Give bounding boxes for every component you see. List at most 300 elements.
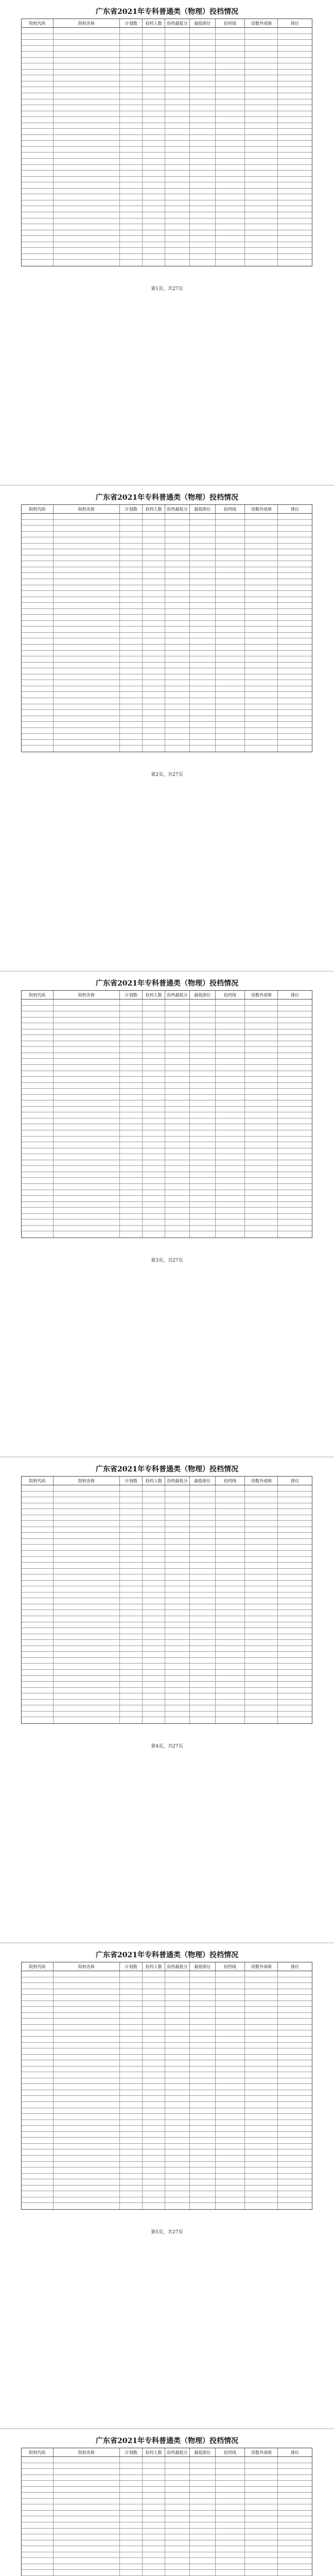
table-cell bbox=[165, 2019, 190, 2024]
table-cell bbox=[54, 171, 120, 176]
table-cell bbox=[216, 182, 245, 188]
table-cell bbox=[190, 1041, 216, 1047]
table-cell bbox=[278, 1172, 312, 1178]
page-title: 广东省2021年专科普通类（物理）投档情况 bbox=[96, 1465, 238, 1473]
column-header: 语数外成绩 bbox=[245, 19, 278, 27]
table-cell bbox=[245, 1053, 278, 1059]
table-cell bbox=[190, 745, 216, 752]
table-cell bbox=[143, 1006, 165, 1011]
table-cell bbox=[120, 1622, 143, 1628]
table-cell bbox=[22, 710, 54, 716]
table-cell bbox=[190, 1118, 216, 1124]
table-cell bbox=[143, 1118, 165, 1124]
table-cell bbox=[120, 1676, 143, 1682]
table-cell bbox=[165, 2030, 190, 2036]
table-cell bbox=[143, 2162, 165, 2167]
table-row bbox=[22, 1664, 312, 1670]
table-row bbox=[22, 260, 312, 266]
table-cell bbox=[120, 2013, 143, 2019]
table-cell bbox=[120, 1521, 143, 1527]
table-cell bbox=[216, 2066, 245, 2072]
table-cell bbox=[245, 2546, 278, 2552]
table-row bbox=[22, 1006, 312, 1012]
table-cell bbox=[278, 1693, 312, 1699]
table-cell bbox=[143, 46, 165, 52]
table-cell bbox=[278, 1995, 312, 2001]
table-cell bbox=[216, 1604, 245, 1610]
table-cell bbox=[216, 1035, 245, 1041]
table-cell bbox=[54, 686, 120, 692]
table-cell bbox=[143, 704, 165, 710]
column-header: 院校名称 bbox=[54, 505, 120, 513]
table-cell bbox=[120, 1581, 143, 1586]
table-cell bbox=[22, 1160, 54, 1166]
table-cell bbox=[278, 1503, 312, 1509]
table-cell bbox=[22, 1983, 54, 1989]
table-cell bbox=[54, 111, 120, 117]
table-cell bbox=[54, 1196, 120, 1201]
table-cell bbox=[216, 1616, 245, 1622]
table-cell bbox=[54, 1053, 120, 1059]
table-row bbox=[22, 1676, 312, 1682]
document-page bbox=[0, 1943, 334, 2429]
table-cell bbox=[165, 1646, 190, 1652]
table-cell bbox=[190, 1219, 216, 1225]
table-cell bbox=[54, 2090, 120, 2096]
table-cell bbox=[278, 1592, 312, 1598]
table-cell bbox=[143, 236, 165, 242]
table-row bbox=[22, 603, 312, 609]
table-cell bbox=[278, 2546, 312, 2552]
table-cell bbox=[190, 1581, 216, 1586]
table-row bbox=[22, 1214, 312, 1220]
table-cell bbox=[245, 1670, 278, 1675]
table-cell bbox=[190, 159, 216, 164]
table-cell bbox=[190, 698, 216, 704]
column-header: 排位 bbox=[291, 992, 300, 997]
table-cell bbox=[120, 1011, 143, 1017]
table-cell bbox=[120, 1592, 143, 1598]
table-cell bbox=[165, 567, 190, 573]
table-cell bbox=[245, 668, 278, 674]
table-cell bbox=[216, 2463, 245, 2469]
table-cell bbox=[120, 1977, 143, 1983]
table-cell bbox=[54, 1700, 120, 1705]
table-cell bbox=[143, 526, 165, 531]
table-cell bbox=[190, 2055, 216, 2060]
table-cell bbox=[143, 1226, 165, 1231]
table-cell bbox=[245, 40, 278, 45]
table-cell bbox=[216, 2019, 245, 2024]
table-cell bbox=[120, 2149, 143, 2155]
table-cell bbox=[245, 1646, 278, 1652]
table-cell bbox=[22, 28, 54, 33]
column-header: 语数外成绩 bbox=[245, 991, 278, 999]
table-cell bbox=[120, 1118, 143, 1124]
table-cell bbox=[22, 1226, 54, 1231]
table-cell bbox=[165, 1077, 190, 1082]
table-cell bbox=[165, 1137, 190, 1142]
table-cell bbox=[245, 2499, 278, 2504]
table-cell bbox=[245, 1065, 278, 1071]
table-cell bbox=[22, 2499, 54, 2504]
table-cell bbox=[278, 1485, 312, 1491]
table-cell bbox=[245, 1711, 278, 1717]
table-cell bbox=[22, 1581, 54, 1586]
table-cell bbox=[22, 1184, 54, 1190]
table-cell bbox=[278, 1551, 312, 1556]
table-cell bbox=[22, 626, 54, 632]
table-cell bbox=[278, 674, 312, 680]
column-header: 投档最低分 bbox=[165, 1962, 190, 1971]
table-cell bbox=[143, 2167, 165, 2173]
table-cell bbox=[54, 591, 120, 597]
table-cell bbox=[190, 2174, 216, 2179]
table-cell bbox=[190, 1137, 216, 1142]
table-cell bbox=[190, 2066, 216, 2072]
table-cell bbox=[245, 177, 278, 182]
table-cell bbox=[54, 1219, 120, 1225]
table-cell bbox=[120, 2007, 143, 2012]
table-cell bbox=[190, 609, 216, 615]
table-cell bbox=[54, 2144, 120, 2149]
table-cell bbox=[190, 1196, 216, 1201]
table-cell bbox=[216, 514, 245, 519]
table-cell bbox=[278, 1581, 312, 1586]
table-cell bbox=[278, 1670, 312, 1675]
table-cell bbox=[120, 656, 143, 662]
table-cell bbox=[22, 734, 54, 739]
table-cell bbox=[245, 2162, 278, 2167]
table-cell bbox=[216, 633, 245, 638]
table-row bbox=[22, 1178, 312, 1184]
table-cell bbox=[245, 1983, 278, 1989]
table-cell bbox=[22, 1006, 54, 1011]
column-header: 投档最低分 bbox=[165, 19, 190, 27]
table-cell bbox=[22, 2540, 54, 2546]
table-cell bbox=[216, 704, 245, 710]
table-cell bbox=[278, 81, 312, 87]
table-cell bbox=[190, 2060, 216, 2066]
table-cell bbox=[190, 1148, 216, 1154]
table-row bbox=[22, 1971, 312, 1977]
table-cell bbox=[216, 2185, 245, 2191]
table-cell bbox=[216, 2025, 245, 2030]
table-cell bbox=[143, 111, 165, 117]
table-cell bbox=[216, 2564, 245, 2570]
table-cell bbox=[54, 2504, 120, 2510]
table-cell bbox=[54, 537, 120, 543]
table-cell bbox=[216, 1178, 245, 1183]
table-cell bbox=[143, 692, 165, 698]
table-cell bbox=[216, 585, 245, 591]
table-cell bbox=[190, 46, 216, 52]
table-cell bbox=[216, 189, 245, 194]
table-cell bbox=[245, 698, 278, 704]
table-cell bbox=[120, 171, 143, 176]
table-cell bbox=[165, 585, 190, 591]
table-cell bbox=[165, 1492, 190, 1497]
table-cell bbox=[165, 2037, 190, 2042]
table-cell bbox=[190, 1533, 216, 1538]
table-row bbox=[22, 2102, 312, 2108]
table-cell bbox=[245, 526, 278, 531]
table-cell bbox=[278, 40, 312, 45]
table-cell bbox=[22, 260, 54, 266]
table-cell bbox=[190, 1539, 216, 1545]
table-cell bbox=[143, 532, 165, 537]
table-cell bbox=[245, 1717, 278, 1723]
table-cell bbox=[245, 1551, 278, 1556]
table-cell bbox=[245, 46, 278, 52]
table-cell bbox=[22, 674, 54, 680]
table-cell bbox=[165, 1521, 190, 1527]
table-cell bbox=[22, 254, 54, 260]
table-cell bbox=[22, 2132, 54, 2138]
table-cell bbox=[165, 2529, 190, 2534]
table-cell bbox=[120, 75, 143, 81]
table-cell bbox=[190, 70, 216, 75]
table-cell bbox=[278, 2078, 312, 2084]
table-cell bbox=[216, 1492, 245, 1497]
table-cell bbox=[120, 1095, 143, 1100]
table-cell bbox=[278, 152, 312, 158]
table-cell bbox=[165, 1208, 190, 1213]
table-cell bbox=[22, 2055, 54, 2060]
table-cell bbox=[22, 1693, 54, 1699]
page-title: 广东省2021年专科普通类（物理）投档情况 bbox=[96, 8, 238, 16]
table-cell bbox=[278, 1190, 312, 1196]
table-cell bbox=[143, 1628, 165, 1634]
table-cell bbox=[165, 1545, 190, 1550]
table-cell bbox=[278, 597, 312, 603]
table-cell bbox=[278, 147, 312, 152]
table-cell bbox=[54, 1178, 120, 1183]
table-cell bbox=[278, 123, 312, 129]
table-row bbox=[22, 1190, 312, 1196]
table-row bbox=[22, 2475, 312, 2481]
table-cell bbox=[22, 2102, 54, 2108]
table-cell bbox=[120, 2475, 143, 2481]
table-cell bbox=[120, 34, 143, 40]
table-cell bbox=[143, 603, 165, 608]
table-row bbox=[22, 1634, 312, 1640]
table-cell bbox=[216, 1118, 245, 1124]
table-cell bbox=[216, 740, 245, 745]
table-cell bbox=[22, 740, 54, 745]
table-cell bbox=[120, 2529, 143, 2534]
table-cell bbox=[22, 638, 54, 644]
table-cell bbox=[143, 999, 165, 1005]
table-cell bbox=[165, 645, 190, 650]
table-row bbox=[22, 1640, 312, 1646]
table-cell bbox=[190, 1053, 216, 1059]
table-cell bbox=[216, 1083, 245, 1089]
table-cell bbox=[120, 999, 143, 1005]
table-cell bbox=[22, 52, 54, 57]
table-cell bbox=[216, 1202, 245, 1208]
table-cell bbox=[190, 645, 216, 650]
table-cell bbox=[278, 1166, 312, 1172]
table-cell bbox=[216, 537, 245, 543]
table-cell bbox=[143, 152, 165, 158]
table-cell bbox=[245, 692, 278, 698]
table-cell bbox=[54, 2167, 120, 2173]
table-cell bbox=[278, 2499, 312, 2504]
table-cell bbox=[120, 567, 143, 573]
table-cell bbox=[165, 1574, 190, 1580]
table-cell bbox=[120, 1652, 143, 1657]
table-cell bbox=[165, 1196, 190, 1201]
table-cell bbox=[245, 2030, 278, 2036]
table-cell bbox=[278, 2048, 312, 2054]
table-cell bbox=[22, 2030, 54, 2036]
table-cell bbox=[165, 2025, 190, 2030]
table-cell bbox=[54, 609, 120, 615]
table-cell bbox=[143, 2090, 165, 2096]
table-cell bbox=[278, 1089, 312, 1094]
table-cell bbox=[120, 135, 143, 141]
table-cell bbox=[165, 1053, 190, 1059]
table-cell bbox=[54, 2055, 120, 2060]
table-cell bbox=[216, 597, 245, 603]
table-cell bbox=[22, 1100, 54, 1106]
table-cell bbox=[278, 1977, 312, 1983]
table-cell bbox=[165, 1071, 190, 1077]
table-cell bbox=[278, 532, 312, 537]
table-cell bbox=[278, 111, 312, 117]
table-cell bbox=[278, 1586, 312, 1592]
table-cell bbox=[165, 1622, 190, 1628]
table-cell bbox=[120, 129, 143, 134]
table-cell bbox=[120, 645, 143, 650]
table-cell bbox=[216, 1995, 245, 2001]
table-cell bbox=[190, 177, 216, 182]
table-cell bbox=[278, 1492, 312, 1497]
table-cell bbox=[190, 2102, 216, 2108]
table-cell bbox=[143, 105, 165, 111]
table-cell bbox=[190, 1112, 216, 1118]
table-cell bbox=[165, 1231, 190, 1238]
table-cell bbox=[22, 537, 54, 543]
table-row bbox=[22, 1226, 312, 1232]
table-cell bbox=[245, 2552, 278, 2558]
table-cell bbox=[54, 1059, 120, 1064]
table-cell bbox=[120, 242, 143, 248]
table-cell bbox=[22, 2534, 54, 2540]
table-cell bbox=[165, 532, 190, 537]
table-cell bbox=[245, 2558, 278, 2564]
table-cell bbox=[245, 2522, 278, 2528]
table-cell bbox=[165, 2552, 190, 2558]
table-cell bbox=[120, 2540, 143, 2546]
table-cell bbox=[190, 1598, 216, 1604]
table-cell bbox=[190, 87, 216, 93]
table-cell bbox=[120, 2534, 143, 2540]
table-cell bbox=[120, 1586, 143, 1592]
table-cell bbox=[54, 704, 120, 710]
table-cell bbox=[165, 111, 190, 117]
table-cell bbox=[120, 1515, 143, 1521]
table-cell bbox=[54, 2138, 120, 2143]
table-cell bbox=[120, 1124, 143, 1130]
table-cell bbox=[143, 680, 165, 686]
table-row bbox=[22, 2570, 312, 2576]
table-cell bbox=[54, 1023, 120, 1029]
table-cell bbox=[245, 1676, 278, 1682]
table-cell bbox=[22, 1515, 54, 1521]
table-cell bbox=[165, 1664, 190, 1669]
table-cell bbox=[22, 2457, 54, 2463]
table-cell bbox=[143, 117, 165, 123]
table-row bbox=[22, 591, 312, 597]
table-cell bbox=[54, 2564, 120, 2570]
table-cell bbox=[54, 93, 120, 99]
table-cell bbox=[278, 87, 312, 93]
table-row bbox=[22, 218, 312, 225]
table-cell bbox=[278, 2114, 312, 2120]
table-cell bbox=[120, 579, 143, 585]
table-cell bbox=[22, 2463, 54, 2469]
table-cell bbox=[22, 2060, 54, 2066]
table-cell bbox=[278, 1640, 312, 1646]
table-cell bbox=[245, 2475, 278, 2481]
table-cell bbox=[216, 1154, 245, 1160]
table-cell bbox=[22, 2162, 54, 2167]
table-cell bbox=[143, 212, 165, 218]
table-cell bbox=[143, 2552, 165, 2558]
table-cell bbox=[216, 1041, 245, 1047]
table-row bbox=[22, 2558, 312, 2564]
table-cell bbox=[278, 28, 312, 33]
table-row bbox=[22, 123, 312, 129]
table-row bbox=[22, 63, 312, 70]
table-cell bbox=[190, 585, 216, 591]
table-cell bbox=[120, 1018, 143, 1023]
table-row bbox=[22, 1160, 312, 1166]
table-cell bbox=[190, 111, 216, 117]
table-cell bbox=[216, 603, 245, 608]
table-cell bbox=[165, 177, 190, 182]
table-cell bbox=[190, 1142, 216, 1148]
table-cell bbox=[143, 1700, 165, 1705]
table-cell bbox=[143, 2475, 165, 2481]
table-cell bbox=[22, 75, 54, 81]
table-cell bbox=[190, 2499, 216, 2504]
table-cell bbox=[245, 260, 278, 266]
table-cell bbox=[120, 526, 143, 531]
table-cell bbox=[120, 2066, 143, 2072]
table-cell bbox=[216, 520, 245, 526]
table-cell bbox=[278, 698, 312, 704]
table-cell bbox=[54, 1652, 120, 1657]
table-cell bbox=[54, 1658, 120, 1664]
table-cell bbox=[165, 1581, 190, 1586]
table-cell bbox=[54, 99, 120, 105]
table-cell bbox=[22, 745, 54, 752]
table-cell bbox=[278, 1545, 312, 1550]
table-cell bbox=[54, 165, 120, 171]
table-cell bbox=[54, 1711, 120, 1717]
table-cell bbox=[165, 28, 190, 33]
table-cell bbox=[245, 200, 278, 206]
table-cell bbox=[190, 189, 216, 194]
table-cell bbox=[143, 745, 165, 752]
table-cell bbox=[22, 129, 54, 134]
table-row bbox=[22, 177, 312, 183]
table-cell bbox=[216, 111, 245, 117]
table-cell bbox=[22, 680, 54, 686]
